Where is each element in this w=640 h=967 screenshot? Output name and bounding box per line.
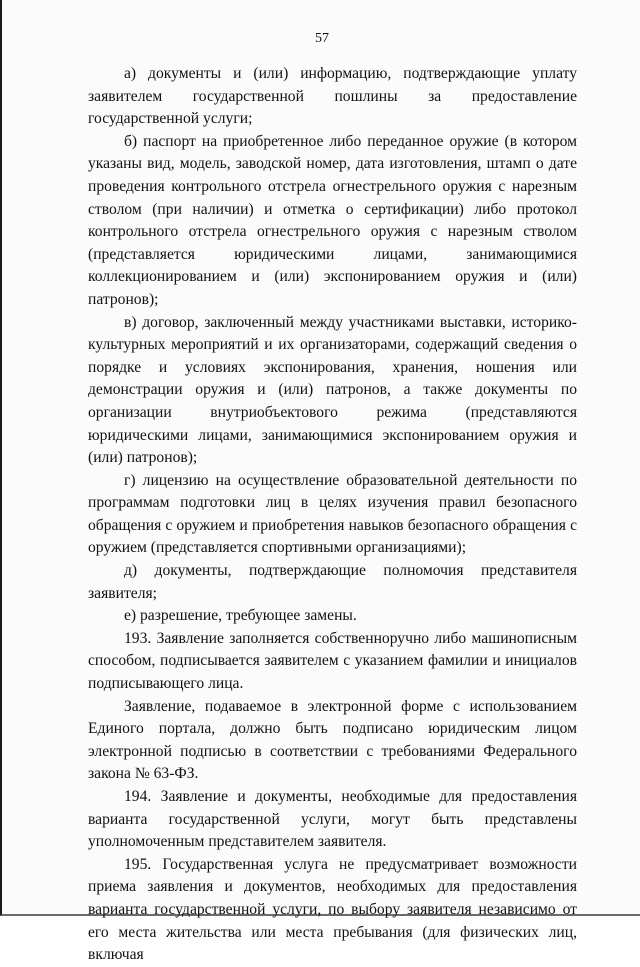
paragraph-a-payment-docs: а) документы и (или) информацию, подтверждающие уплату заявителем государственной пошлины за предоставление государственной услуги; <box>88 65 577 128</box>
paragraph-b-weapon-passport: б) паспорт на приобретенное либо переданное оружие (в котором указаны вид, модель, заводской номер, дата изготовления, штамп о дате проведения контрольного отстрела огнестрельного оружия с нарезным стволом (при наличии) и отметка о сертификации) либо протокол контрольного отстрела огнестрельного оружия с нарезным стволом (представляется юридическими лицами, занимающимися коллекционированием и (или) экспонированием оружия и (или) патронов); <box>88 132 577 308</box>
page-number: 57 <box>315 31 329 46</box>
paragraph-194: 194. Заявление и документы, необходимые для предоставления варианта государственной услуги, могут быть представлены уполномоченным представителем заявителя. <box>88 788 577 851</box>
paragraph-195: 195. Государственная услуга не предусматривает возможности приема заявления и документов, необходимых для предоставления варианта государственной услуги, по выбору заявителя независимо от его места жительства или места пребывания (для физических лиц, включая <box>88 855 577 964</box>
paragraph-g-education-license: г) лицензию на осуществление образовательной деятельности по программам подготовки лиц в целях изучения правил безопасного обращения с оружием и приобретения навыков безопасного обращения с оружием (представляется спортивными организациями); <box>88 471 577 557</box>
paragraph-193: 193. Заявление заполняется собственноручно либо машинописным способом, подписывается заявителем с указанием фамилии и инициалов подписывающего лица. <box>88 629 577 693</box>
paragraph-electronic-application: Заявление, подаваемое в электронной форме с использованием Единого портала, должно быть подписано юридическим лицом электронной подписью в соответствии с требованиями Федерального закона № 63-ФЗ. <box>88 697 577 783</box>
document-body <box>88 63 577 967</box>
paragraph-d-representative-docs: д) документы, подтверждающие полномочия представителя заявителя; <box>88 562 577 602</box>
paragraph-e-permit: е) разрешение, требующее замены. <box>124 607 357 625</box>
paragraph-v-exhibition-contract: в) договор, заключенный между участниками выставки, историко-культурных мероприятий и их организаторами, содержащий сведения о порядке и условиях экспонирования, хранения, ношения или демонстрации оружия и (или) патронов, а также документы по организации внутриобъектового режима (представляются юридическими лицами, занимающимися экспонированием оружия и (или) патронов); <box>88 313 577 467</box>
